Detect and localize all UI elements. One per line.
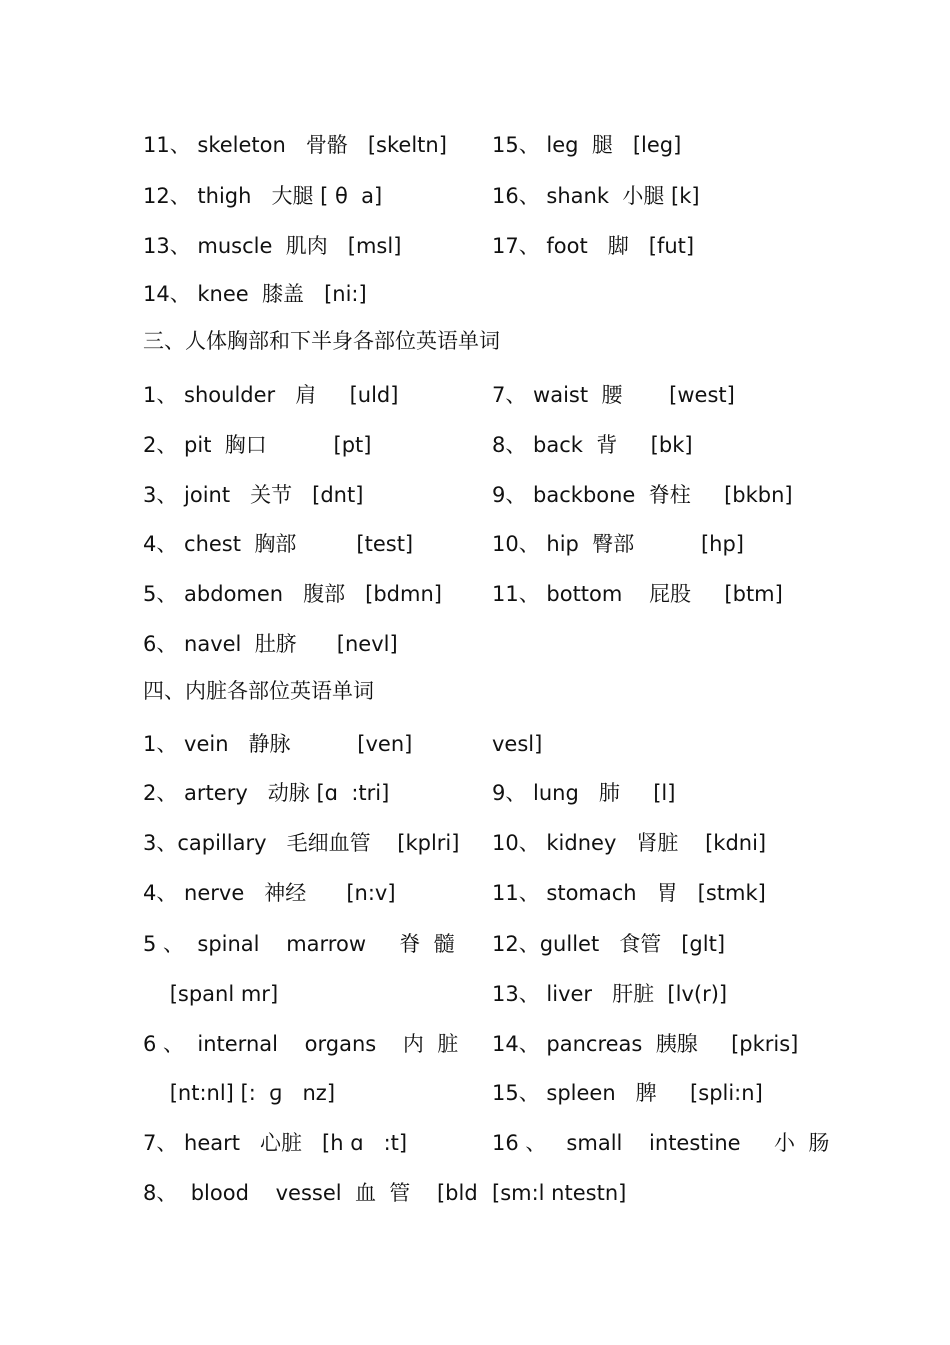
vocab-entry: 5 、 spinal marrow 脊 髓: [143, 932, 455, 956]
vocab-entry: 16 、 small intestine 小 肠: [492, 1131, 830, 1155]
vocab-entry: 14、 pancreas 胰腺 [pkris]: [492, 1032, 799, 1056]
vocab-entry: 16、 shank 小腿 [k]: [492, 184, 700, 208]
vocab-entry: 11、 stomach 胃 [stmk]: [492, 881, 766, 905]
vocab-entry: 11、 bottom 屁股 [btm]: [492, 582, 783, 606]
vocab-entry: 8、 blood vessel 血 管 [bld: [143, 1181, 478, 1205]
section-heading: 四、内脏各部位英语单词: [143, 679, 374, 703]
vocab-entry: 4、 nerve 神经 [n:v]: [143, 881, 396, 905]
section-heading: 三、人体胸部和下半身各部位英语单词: [143, 329, 500, 353]
vocab-entry: 9、 lung 肺 [l]: [492, 781, 676, 805]
vocab-entry: 6 、 internal organs 内 脏: [143, 1032, 459, 1056]
vocab-entry: [nt:nl] [: ɡ nz]: [143, 1081, 336, 1105]
vocab-entry: 15、 leg 腿 [leg]: [492, 133, 682, 157]
vocab-entry: vesl]: [492, 732, 543, 756]
vocab-entry: 2、 pit 胸口 [pt]: [143, 433, 372, 457]
vocab-entry: 12、 thigh 大腿 [ θ a]: [143, 184, 383, 208]
vocab-entry: 5、 abdomen 腹部 [bdmn]: [143, 582, 442, 606]
vocab-entry: 12、gullet 食管 [glt]: [492, 932, 726, 956]
vocab-entry: 1、 shoulder 肩 [uld]: [143, 383, 399, 407]
vocab-entry: [spanl mr]: [143, 982, 279, 1006]
vocab-entry: 13、 muscle 肌肉 [msl]: [143, 234, 402, 258]
vocab-entry: 7、 waist 腰 [west]: [492, 383, 735, 407]
vocab-entry: 15、 spleen 脾 [spli:n]: [492, 1081, 763, 1105]
vocab-entry: 17、 foot 脚 [fut]: [492, 234, 695, 258]
vocab-entry: 3、capillary 毛细血管 [kplri]: [143, 831, 460, 855]
vocab-entry: 1、 vein 静脉 [ven]: [143, 732, 413, 756]
vocab-entry: 3、 joint 关节 [dnt]: [143, 483, 364, 507]
vocab-entry: 11、 skeleton 骨骼 [skeltn]: [143, 133, 447, 157]
vocab-entry: 4、 chest 胸部 [test]: [143, 532, 414, 556]
vocab-entry: [sm:l ntestn]: [492, 1181, 627, 1205]
vocab-entry: 13、 liver 肝脏 [lv(r)]: [492, 982, 728, 1006]
vocab-entry: 14、 knee 膝盖 [ni:]: [143, 282, 367, 306]
vocab-entry: 8、 back 背 [bk]: [492, 433, 693, 457]
vocab-entry: 6、 navel 肚脐 [nevl]: [143, 632, 398, 656]
vocab-entry: 7、 heart 心脏 [h ɑ :t]: [143, 1131, 408, 1155]
vocab-entry: 9、 backbone 脊柱 [bkbn]: [492, 483, 793, 507]
vocab-entry: 10、 kidney 肾脏 [kdni]: [492, 831, 767, 855]
vocab-entry: 2、 artery 动脉 [ɑ :tri]: [143, 781, 390, 805]
vocab-entry: 10、 hip 臀部 [hp]: [492, 532, 744, 556]
